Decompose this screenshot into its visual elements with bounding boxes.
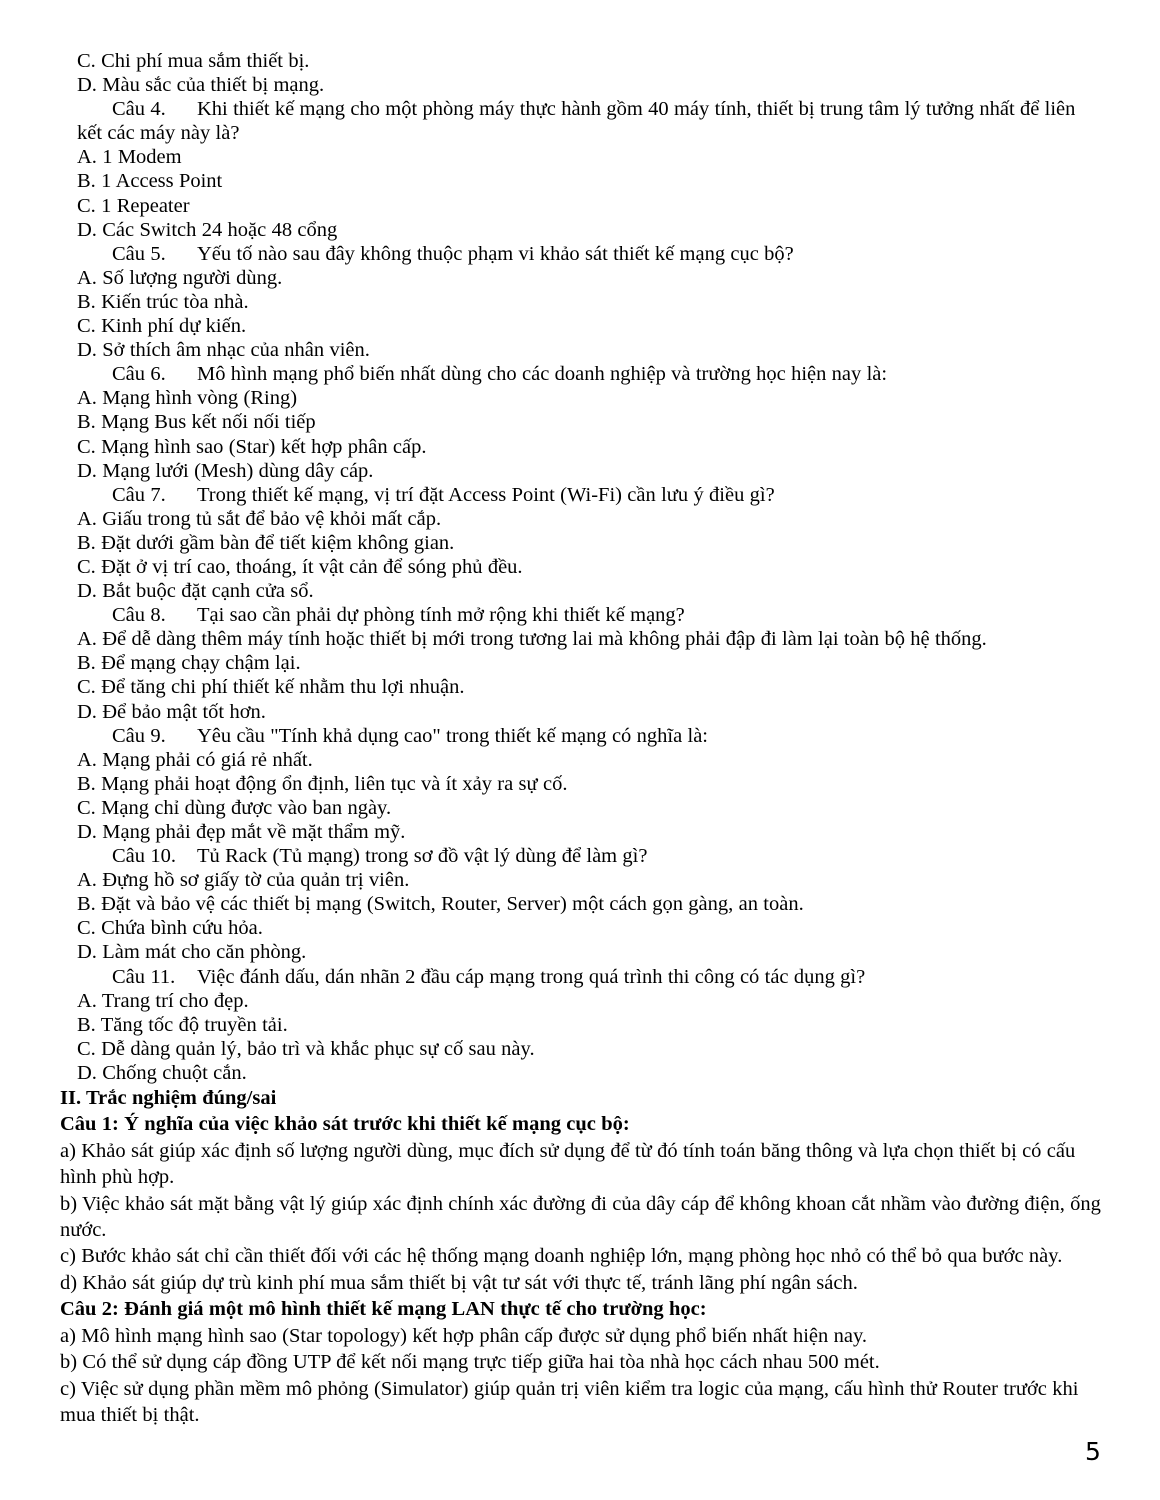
mc-question: Câu 10. Tủ Rack (Tủ mạng) trong sơ đồ vật lý dùng để làm gì? <box>112 845 648 868</box>
question-label: Câu 9. <box>112 724 166 747</box>
ts-statement: a) Khảo sát giúp xác định số lượng người dùng, mục đích sử dụng để từ đó tính toán băng thông và lựa chọn thiết bị có cấu hình phù hợp. <box>60 1139 1076 1189</box>
mc-option: D. Mạng phải đẹp mắt về mặt thẩm mỹ. <box>77 821 406 843</box>
mc-question: Câu 5. Yếu tố nào sau đây không thuộc phạm vi khảo sát thiết kế mạng cục bộ? <box>112 242 794 265</box>
mc-option: A. 1 Modem <box>77 146 182 169</box>
mc-question: Câu 11. Việc đánh dấu, dán nhãn 2 đầu cáp mạng trong quá trình thi công có tác dụng gì? <box>112 965 866 988</box>
question-label: Câu 8. <box>112 604 166 627</box>
mc-option: B. Mạng phải hoạt động ổn định, liên tục và ít xảy ra sự cố. <box>77 772 568 795</box>
mc-option: A. Trang trí cho đẹp. <box>77 989 249 1012</box>
mc-option: C. Dễ dàng quản lý, bảo trì và khắc phục sự cố sau này. <box>77 1037 535 1060</box>
section-heading: II. Trắc nghiệm đúng/sai <box>60 1087 277 1110</box>
mc-option: A. Giấu trong tủ sắt để bảo vệ khỏi mất cắp. <box>77 507 442 530</box>
mc-option: D. Làm mát cho căn phòng. <box>77 941 307 964</box>
mc-option: B. Đặt dưới gầm bàn để tiết kiệm không gian. <box>77 531 455 554</box>
mc-option: D. Bắt buộc đặt cạnh cửa sổ. <box>77 580 314 603</box>
page-number: 5 <box>1085 1437 1101 1466</box>
mc-option: C. Kinh phí dự kiến. <box>77 315 247 338</box>
document-content <box>0 49 1160 1428</box>
mc-option: B. Đặt và bảo vệ các thiết bị mạng (Switch, Router, Server) một cách gọn gàng, an toàn. <box>77 893 804 916</box>
ts-statement: b) Việc khảo sát mặt bằng vật lý giúp xác định chính xác đường đi của dây cáp để không khoan cắt nhầm vào đường điện, ống nước. <box>60 1192 1101 1242</box>
mc-option: C. Để tăng chi phí thiết kế nhằm thu lợi nhuận. <box>77 676 465 699</box>
mc-option: D. Sở thích âm nhạc của nhân viên. <box>77 339 370 362</box>
ts-question: Câu 2: Đánh giá một mô hình thiết kế mạng LAN thực tế cho trường học: <box>60 1298 707 1321</box>
question-label: Câu 4. <box>112 98 166 121</box>
mc-option: B. Mạng Bus kết nối nối tiếp <box>77 411 316 434</box>
mc-option: B. Kiến trúc tòa nhà. <box>77 290 249 313</box>
mc-option: D. Màu sắc của thiết bị mạng. <box>77 74 325 97</box>
ts-question: Câu 1: Ý nghĩa của việc khảo sát trước khi thiết kế mạng cục bộ: <box>60 1113 630 1136</box>
mc-option: D. Mạng lưới (Mesh) dùng dây cáp. <box>77 459 374 482</box>
mc-option: C. 1 Repeater <box>77 194 190 217</box>
mc-question: Câu 7. Trong thiết kế mạng, vị trí đặt Access Point (Wi-Fi) cần lưu ý điều gì? <box>112 483 775 506</box>
ts-statement: b) Có thể sử dụng cáp đồng UTP để kết nối mạng trực tiếp giữa hai tòa nhà học cách nhau 500 mét. <box>60 1351 880 1374</box>
mc-option: D. Chống chuột cắn. <box>77 1061 247 1084</box>
mc-option: B. Để mạng chạy chậm lại. <box>77 652 301 675</box>
ts-statement: d) Khảo sát giúp dự trù kinh phí mua sắm thiết bị vật tư sát với thực tế, tránh lãng phí ngân sách. <box>60 1271 858 1294</box>
mc-question: Câu 6. Mô hình mạng phổ biến nhất dùng cho các doanh nghiệp và trường học hiện nay là: <box>112 363 888 386</box>
mc-option: C. Mạng hình sao (Star) kết hợp phân cấp. <box>77 435 427 458</box>
mc-question: Câu 4. Khi thiết kế mạng cho một phòng máy thực hành gồm 40 máy tính, thiết bị trung tâm lý tưởng nhất để liên kết các máy này là? <box>77 98 1076 145</box>
mc-question: Câu 9. Yêu cầu "Tính khả dụng cao" trong thiết kế mạng có nghĩa là: <box>112 724 708 747</box>
ts-statement: c) Việc sử dụng phần mềm mô phỏng (Simulator) giúp quản trị viên kiểm tra logic của mạng, cấu hình thử Router trước khi mua thiết bị thật. <box>60 1377 1079 1426</box>
mc-option: A. Để dễ dàng thêm máy tính hoặc thiết bị mới trong tương lai mà không phải đập đi làm lại toàn bộ hệ thống. <box>77 628 987 651</box>
mc-option: A. Mạng hình vòng (Ring) <box>77 387 298 410</box>
mc-option: B. Tăng tốc độ truyền tải. <box>77 1013 288 1036</box>
mc-option: A. Số lượng người dùng. <box>77 266 283 289</box>
question-label: Câu 6. <box>112 363 166 386</box>
mc-option: C. Chứa bình cứu hỏa. <box>77 917 263 940</box>
mc-option: C. Chi phí mua sắm thiết bị. <box>77 50 310 72</box>
question-label: Câu 7. <box>112 483 166 506</box>
ts-statement: c) Bước khảo sát chỉ cần thiết đối với các hệ thống mạng doanh nghiệp lớn, mạng phòng học nhỏ có thể bỏ qua bước này. <box>60 1245 1063 1268</box>
ts-statement: a) Mô hình mạng hình sao (Star topology) kết hợp phân cấp được sử dụng phổ biến nhất hiện nay. <box>60 1324 868 1347</box>
mc-option: C. Mạng chỉ dùng được vào ban ngày. <box>77 796 392 819</box>
question-label: Câu 5. <box>112 242 166 265</box>
mc-option: A. Mạng phải có giá rẻ nhất. <box>77 748 313 771</box>
question-label: Câu 10. <box>112 845 176 868</box>
mc-option: D. Các Switch 24 hoặc 48 cổng <box>77 218 338 241</box>
mc-option: B. 1 Access Point <box>77 170 223 193</box>
question-label: Câu 11. <box>112 965 176 988</box>
mc-option: D. Để bảo mật tốt hơn. <box>77 700 266 723</box>
mc-question: Câu 8. Tại sao cần phải dự phòng tính mở rộng khi thiết kế mạng? <box>112 604 685 627</box>
mc-option: C. Đặt ở vị trí cao, thoáng, ít vật cản để sóng phủ đều. <box>77 555 523 578</box>
mc-option: A. Đựng hồ sơ giấy tờ của quản trị viên. <box>77 869 410 892</box>
